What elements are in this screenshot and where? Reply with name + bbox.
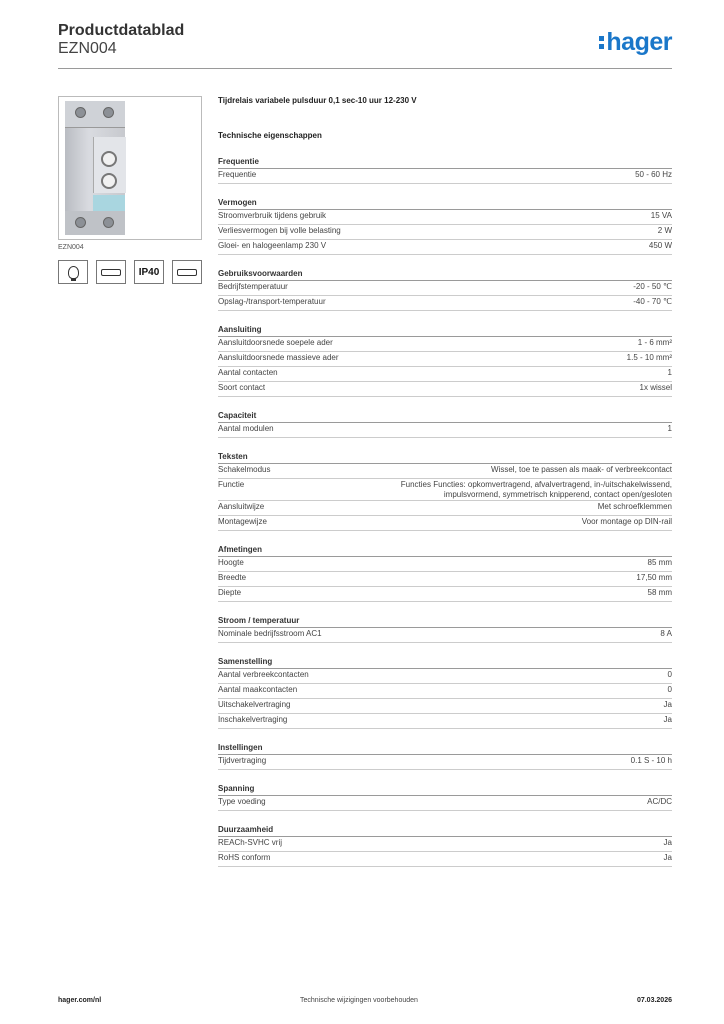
- spec-section: [218, 825, 672, 867]
- spec-label: Inschakelvertraging: [218, 715, 288, 724]
- spec-section: [218, 325, 672, 397]
- spec-label: Aansluitwijze: [218, 502, 265, 511]
- spec-row: [218, 169, 672, 184]
- ip-rating-badge: IP40: [134, 260, 164, 284]
- spec-label: Aantal modulen: [218, 424, 274, 433]
- spec-row: [218, 796, 672, 811]
- logo-text: hager: [606, 28, 672, 56]
- section-title: Afmetingen: [218, 545, 672, 557]
- spec-label: Tijdvertraging: [218, 756, 267, 765]
- footer-date: 07.03.2026: [636, 997, 672, 1004]
- spec-value: Functies Functies: opkomvertragend, afvalvertragend, in-/uitschakelwissend, impulsvormend, symmetrisch knipperend, contact open/gesloten: [400, 480, 672, 499]
- spec-value: 0.1 S - 10 h: [630, 756, 672, 765]
- spec-label: Gloei- en halogeenlamp 230 V: [218, 241, 327, 250]
- spec-value: AC/DC: [647, 797, 672, 806]
- product-column: [58, 96, 202, 284]
- spec-section: [218, 616, 672, 643]
- spec-row: [218, 464, 672, 479]
- mounting-icon: [172, 260, 202, 284]
- spec-label: Breedte: [218, 573, 247, 582]
- spec-row: [218, 479, 672, 501]
- section-title: Gebruiksvoorwaarden: [218, 269, 672, 281]
- spec-label: Uitschakelvertraging: [218, 700, 291, 709]
- spec-label: Aansluitdoorsnede soepele ader: [218, 338, 333, 347]
- spec-value: 15 VA: [650, 211, 672, 220]
- din-rail-icon: [96, 260, 126, 284]
- spec-row: [218, 852, 672, 867]
- spec-column: [218, 96, 672, 867]
- spec-row: [218, 296, 672, 311]
- section-title: Samenstelling: [218, 657, 672, 669]
- section-title: Aansluiting: [218, 325, 672, 337]
- spec-row: [218, 423, 672, 438]
- spec-row: [218, 281, 672, 296]
- footer-notice: Technische wijzigingen voorbehouden: [300, 997, 418, 1004]
- spec-section: [218, 411, 672, 438]
- lamp-icon: [58, 260, 88, 284]
- time-knob-icon: [101, 151, 117, 167]
- spec-section: [218, 743, 672, 770]
- spec-label: RoHS conform: [218, 853, 271, 862]
- section-title: Vermogen: [218, 198, 672, 210]
- spec-row: [218, 557, 672, 572]
- photo-caption: EZN004: [58, 244, 84, 251]
- spec-value: 0: [667, 685, 672, 694]
- spec-value: 1.5 - 10 mm²: [626, 353, 672, 362]
- spec-row: [218, 337, 672, 352]
- spec-value: Ja: [663, 715, 672, 724]
- spec-value: 0: [667, 670, 672, 679]
- function-knob-icon: [101, 173, 117, 189]
- hager-logo: [599, 28, 672, 57]
- spec-label: Diepte: [218, 588, 242, 597]
- spec-row: [218, 352, 672, 367]
- spec-value: 2 W: [657, 226, 672, 235]
- spec-value: 50 - 60 Hz: [635, 170, 672, 179]
- section-title: Instellingen: [218, 743, 672, 755]
- spec-section: [218, 157, 672, 184]
- spec-section: [218, 784, 672, 811]
- spec-value: 1 - 6 mm²: [637, 338, 672, 347]
- spec-value: 58 mm: [647, 588, 672, 597]
- spec-row: [218, 684, 672, 699]
- device-bottom-terminals: [65, 211, 125, 235]
- spec-label: Type voeding: [218, 797, 266, 806]
- spec-label: Schakelmodus: [218, 465, 271, 474]
- spec-label: Functie: [218, 480, 245, 489]
- screw-icon: [75, 217, 86, 228]
- spec-row: [218, 225, 672, 240]
- spec-row: [218, 501, 672, 516]
- spec-value: Wissel, toe te passen als maak- of verbreekcontact: [491, 465, 672, 474]
- spec-row: [218, 699, 672, 714]
- spec-label: Verliesvermogen bij volle belasting: [218, 226, 341, 235]
- spec-value: 85 mm: [647, 558, 672, 567]
- spec-sections: [218, 157, 672, 867]
- product-code: EZN004: [58, 40, 117, 57]
- spec-value: -20 - 50 ℃: [633, 282, 672, 291]
- spec-value: Ja: [663, 853, 672, 862]
- screw-icon: [103, 107, 114, 118]
- document-title: Productdatablad: [58, 22, 185, 39]
- spec-value: Ja: [663, 838, 672, 847]
- spec-row: [218, 516, 672, 531]
- spec-row: [218, 240, 672, 255]
- footer-site: hager.com/nl: [58, 997, 102, 1004]
- spec-section: [218, 452, 672, 531]
- spec-row: [218, 382, 672, 397]
- spec-section: [218, 198, 672, 255]
- section-title: Capaciteit: [218, 411, 672, 423]
- spec-label: Frequentie: [218, 170, 257, 179]
- spec-label: Nominale bedrijfsstroom AC1: [218, 629, 322, 638]
- page-header: [58, 22, 672, 69]
- screw-icon: [75, 107, 86, 118]
- spec-row: [218, 669, 672, 684]
- spec-value: 1: [667, 424, 672, 433]
- spec-label: REACh-SVHC vrij: [218, 838, 283, 847]
- spec-row: [218, 572, 672, 587]
- spec-row: [218, 367, 672, 382]
- spec-value: 1x wissel: [639, 383, 672, 392]
- product-title: Tijdrelais variabele pulsduur 0,1 sec-10 uur 12-230 V: [218, 96, 417, 105]
- spec-label: Opslag-/transport-temperatuur: [218, 297, 326, 306]
- spec-label: Aantal verbreekcontacten: [218, 670, 309, 679]
- spec-label: Aantal maakcontacten: [218, 685, 298, 694]
- spec-label: Montagewijze: [218, 517, 267, 526]
- spec-section: [218, 657, 672, 729]
- spec-label: Aansluitdoorsnede massieve ader: [218, 353, 339, 362]
- spec-row: [218, 210, 672, 225]
- tech-properties-title: Technische eigenschappen: [218, 131, 322, 140]
- feature-icons: [58, 260, 202, 284]
- section-title: Teksten: [218, 452, 672, 464]
- section-title: Spanning: [218, 784, 672, 796]
- spec-row: [218, 755, 672, 770]
- spec-value: Met schroefklemmen: [597, 502, 672, 511]
- spec-label: Aantal contacten: [218, 368, 278, 377]
- section-title: Duurzaamheid: [218, 825, 672, 837]
- spec-value: 17,50 mm: [636, 573, 672, 582]
- device-top-terminals: [65, 101, 125, 128]
- spec-section: [218, 269, 672, 311]
- spec-value: 1: [667, 368, 672, 377]
- logo-dots-icon: [599, 36, 604, 52]
- spec-row: [218, 628, 672, 643]
- spec-label: Soort contact: [218, 383, 266, 392]
- spec-value: 8 A: [660, 629, 672, 638]
- product-photo: [58, 96, 202, 240]
- spec-row: [218, 587, 672, 602]
- spec-section: [218, 545, 672, 602]
- spec-value: Ja: [663, 700, 672, 709]
- screw-icon: [103, 217, 114, 228]
- section-title: Stroom / temperatuur: [218, 616, 672, 628]
- spec-row: [218, 714, 672, 729]
- spec-label: Hoogte: [218, 558, 244, 567]
- section-title: Frequentie: [218, 157, 672, 169]
- spec-value: Voor montage op DIN-rail: [581, 517, 672, 526]
- spec-row: [218, 837, 672, 852]
- spec-label: Bedrijfstemperatuur: [218, 282, 288, 291]
- spec-value: -40 - 70 ℃: [633, 297, 672, 306]
- spec-value: 450 W: [648, 241, 672, 250]
- spec-label: Stroomverbruik tijdens gebruik: [218, 211, 327, 220]
